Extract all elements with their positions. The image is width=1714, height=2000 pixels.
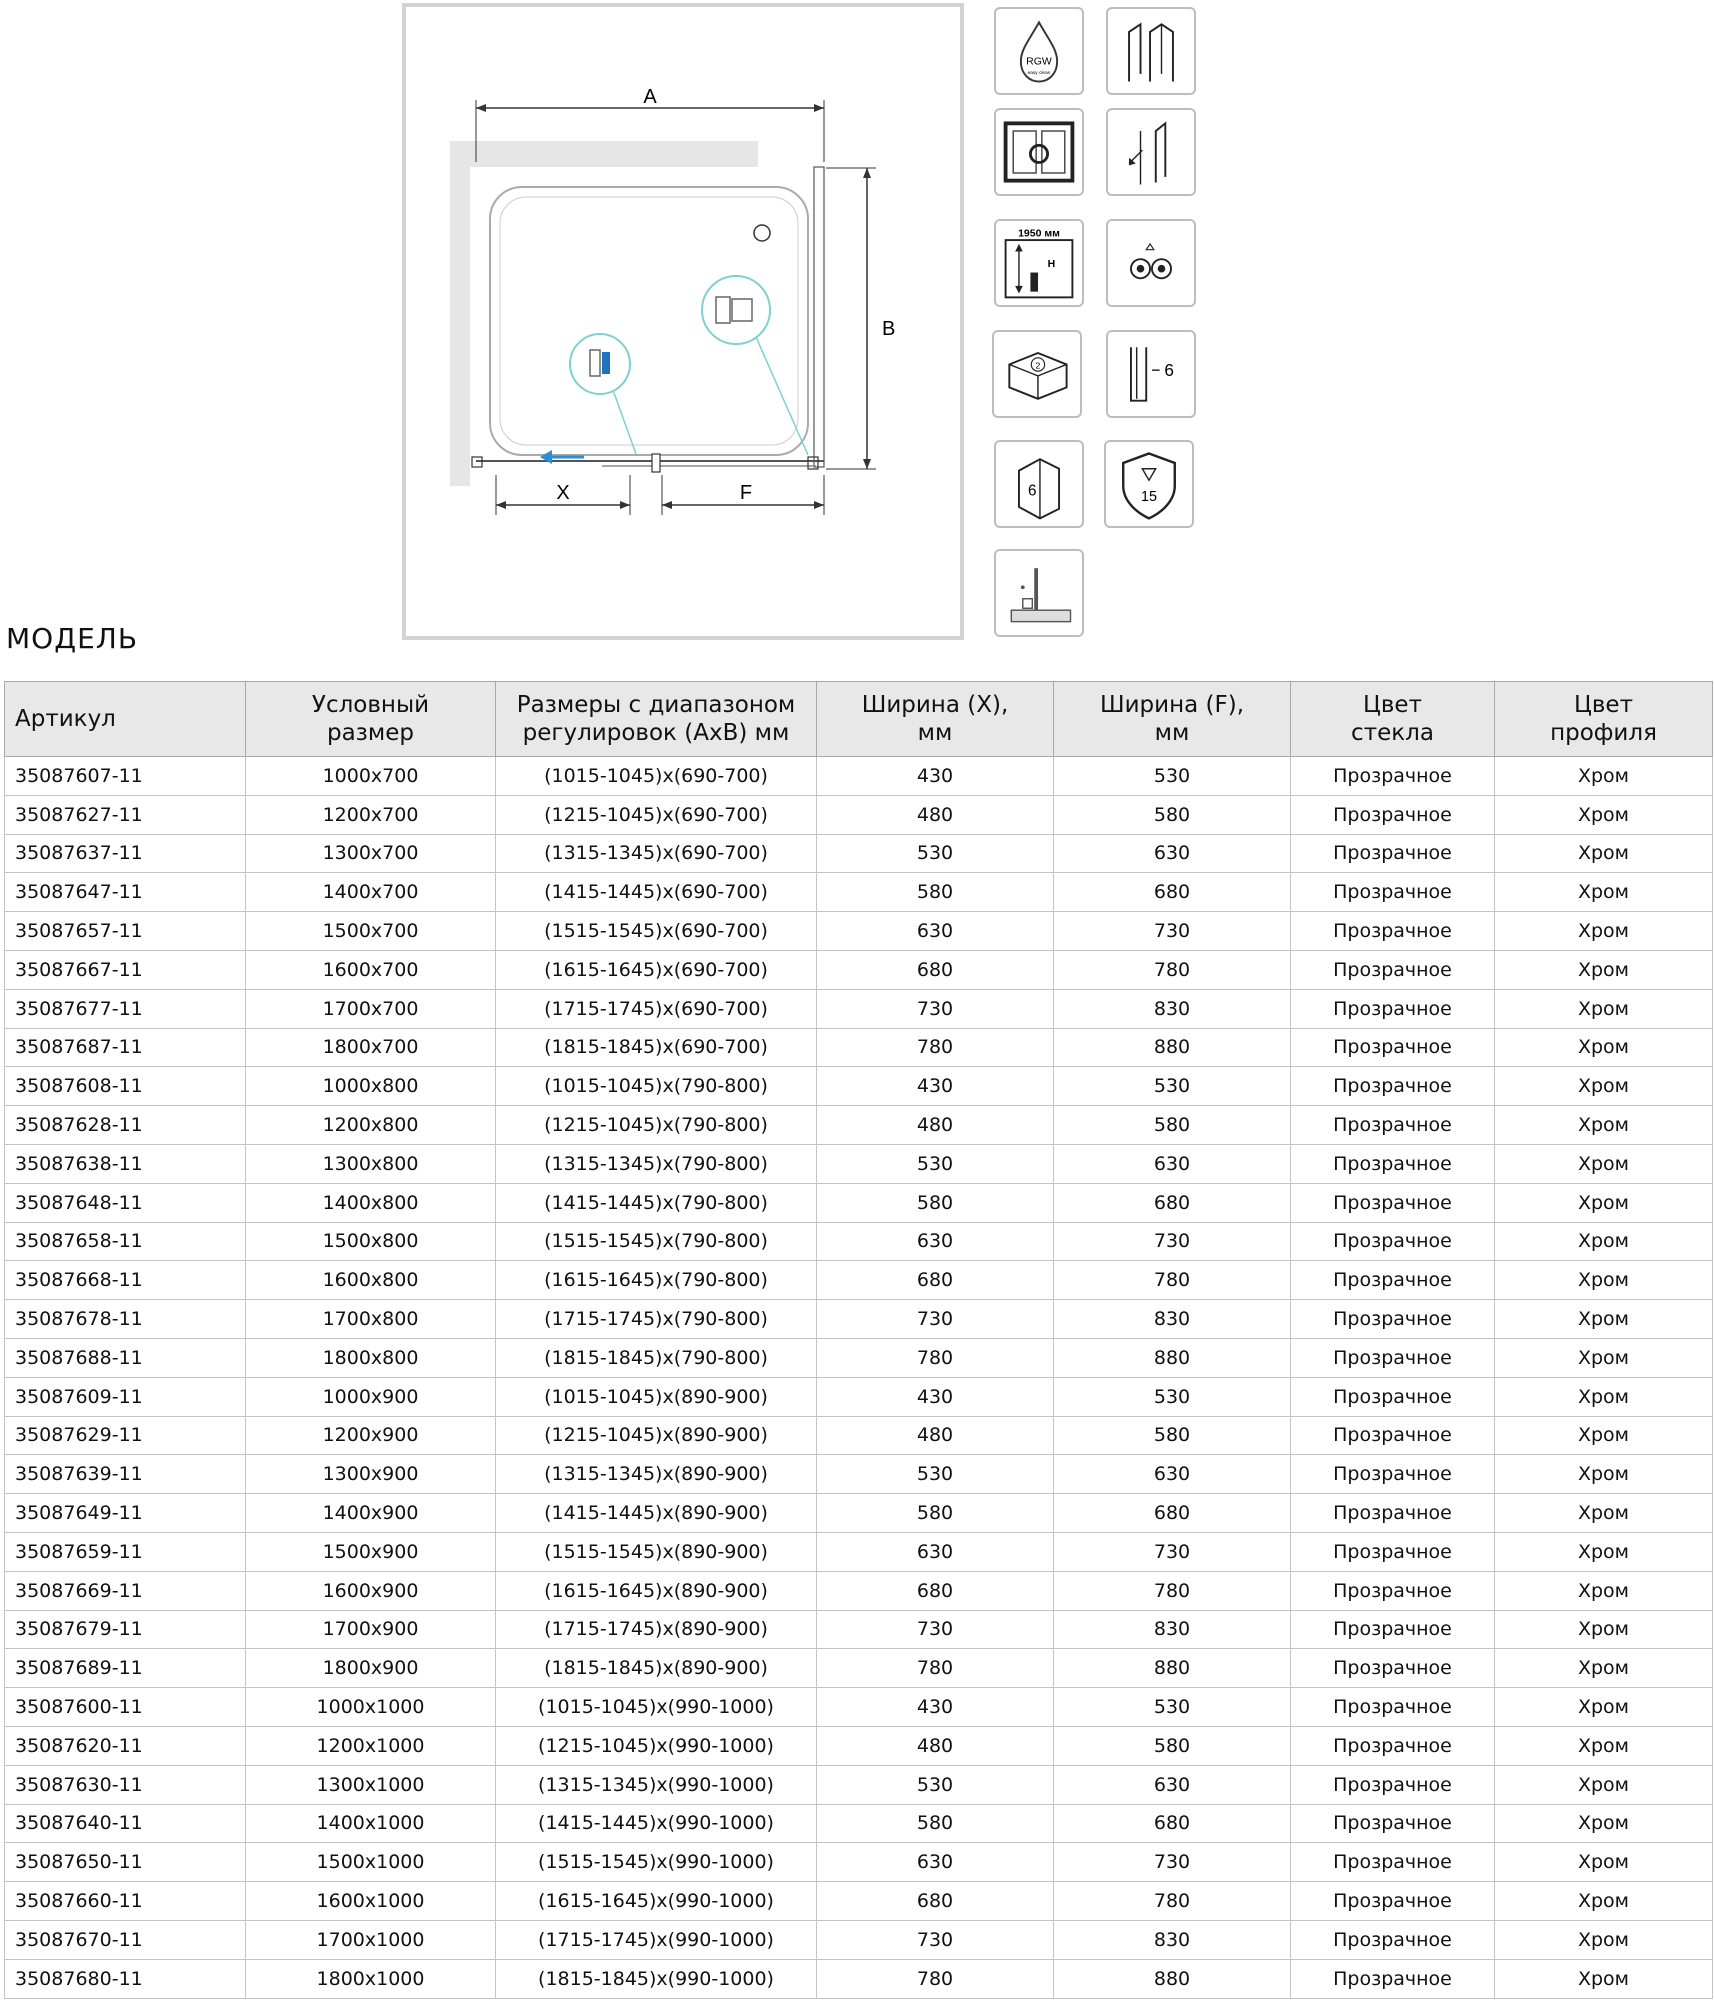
cell-article: 35087670-11 [5, 1920, 246, 1959]
cell-width-x: 680 [817, 1261, 1054, 1300]
cell-article: 35087688-11 [5, 1338, 246, 1377]
table-row [5, 1261, 1713, 1300]
cell-size: 1500x1000 [246, 1843, 496, 1882]
cell-dimensions: (1615-1645)x(790-800) [496, 1261, 817, 1300]
cell-width-f: 830 [1054, 1300, 1291, 1339]
cell-profile-color: Хром [1495, 1882, 1713, 1921]
cell-width-f: 880 [1054, 1959, 1291, 1998]
cell-article: 35087628-11 [5, 1106, 246, 1145]
profile-adjust-icon [1106, 108, 1196, 196]
cell-article: 35087629-11 [5, 1416, 246, 1455]
cell-width-f: 830 [1054, 1610, 1291, 1649]
cell-width-f: 730 [1054, 1843, 1291, 1882]
cell-size: 1700x1000 [246, 1920, 496, 1959]
easy-clean-label: easy clean [1027, 70, 1051, 76]
table-row [5, 1610, 1713, 1649]
cell-glass-color: Прозрачное [1291, 1261, 1495, 1300]
cell-dimensions: (1515-1545)x(690-700) [496, 912, 817, 951]
cell-dimensions: (1415-1445)x(990-1000) [496, 1804, 817, 1843]
cell-width-f: 730 [1054, 1222, 1291, 1261]
cell-article: 35087689-11 [5, 1649, 246, 1688]
cell-dimensions: (1015-1045)x(990-1000) [496, 1688, 817, 1727]
cell-size: 1300x800 [246, 1144, 496, 1183]
cell-size: 1400x800 [246, 1183, 496, 1222]
cell-profile-color: Хром [1495, 1028, 1713, 1067]
glass-thickness-icon [1106, 330, 1196, 418]
table-row [5, 757, 1713, 796]
cell-width-x: 630 [817, 1843, 1054, 1882]
cell-profile-color: Хром [1495, 1726, 1713, 1765]
cell-dimensions: (1815-1845)x(790-800) [496, 1338, 817, 1377]
drain [754, 225, 770, 241]
cell-size: 1600x800 [246, 1261, 496, 1300]
cell-width-x: 430 [817, 757, 1054, 796]
cell-dimensions: (1615-1645)x(690-700) [496, 950, 817, 989]
cell-width-x: 480 [817, 795, 1054, 834]
cell-profile-color: Хром [1495, 1688, 1713, 1727]
cell-glass-color: Прозрачное [1291, 1959, 1495, 1998]
cell-size: 1400x700 [246, 873, 496, 912]
cell-width-x: 730 [817, 1920, 1054, 1959]
cell-article: 35087649-11 [5, 1494, 246, 1533]
rollers-icon [1106, 219, 1196, 307]
cell-article: 35087647-11 [5, 873, 246, 912]
cell-width-f: 830 [1054, 989, 1291, 1028]
cell-dimensions: (1215-1045)x(690-700) [496, 795, 817, 834]
cell-dimensions: (1015-1045)x(890-900) [496, 1377, 817, 1416]
cell-article: 35087608-11 [5, 1067, 246, 1106]
table-row [5, 795, 1713, 834]
cell-width-x: 680 [817, 1571, 1054, 1610]
cell-width-f: 780 [1054, 1571, 1291, 1610]
cell-glass-color: Прозрачное [1291, 1571, 1495, 1610]
table-row [5, 1920, 1713, 1959]
cell-size: 1000x900 [246, 1377, 496, 1416]
cell-width-f: 630 [1054, 1765, 1291, 1804]
cell-glass-color: Прозрачное [1291, 1804, 1495, 1843]
dim-x-label: X [556, 482, 570, 504]
cell-dimensions: (1715-1745)x(790-800) [496, 1300, 817, 1339]
cell-article: 35087669-11 [5, 1571, 246, 1610]
table-header-row [5, 682, 1713, 757]
table-body [5, 757, 1713, 1999]
glass-thickness-label: 6 [1164, 359, 1174, 380]
cell-profile-color: Хром [1495, 1416, 1713, 1455]
cell-width-x: 430 [817, 1067, 1054, 1106]
glass-profile-label: 6 [1028, 482, 1037, 500]
cell-glass-color: Прозрачное [1291, 873, 1495, 912]
table-row [5, 1649, 1713, 1688]
cell-size: 1800x1000 [246, 1959, 496, 1998]
cell-size: 1300x1000 [246, 1765, 496, 1804]
cell-profile-color: Хром [1495, 757, 1713, 796]
cell-profile-color: Хром [1495, 1106, 1713, 1145]
cell-size: 1200x700 [246, 795, 496, 834]
cell-dimensions: (1715-1745)x(690-700) [496, 989, 817, 1028]
cell-size: 1000x700 [246, 757, 496, 796]
cell-glass-color: Прозрачное [1291, 1610, 1495, 1649]
cell-width-x: 480 [817, 1416, 1054, 1455]
cell-profile-color: Хром [1495, 1377, 1713, 1416]
cell-size: 1000x800 [246, 1067, 496, 1106]
cell-width-f: 630 [1054, 834, 1291, 873]
cell-profile-color: Хром [1495, 989, 1713, 1028]
cell-dimensions: (1315-1345)x(890-900) [496, 1455, 817, 1494]
cell-size: 1000x1000 [246, 1688, 496, 1727]
cell-glass-color: Прозрачное [1291, 795, 1495, 834]
cell-glass-color: Прозрачное [1291, 950, 1495, 989]
cell-size: 1800x800 [246, 1338, 496, 1377]
cell-width-x: 480 [817, 1106, 1054, 1145]
cell-dimensions: (1515-1545)x(790-800) [496, 1222, 817, 1261]
table-row [5, 834, 1713, 873]
table-row [5, 1688, 1713, 1727]
cell-width-x: 580 [817, 1183, 1054, 1222]
cell-size: 1200x1000 [246, 1726, 496, 1765]
cell-profile-color: Хром [1495, 912, 1713, 951]
cell-profile-color: Хром [1495, 1610, 1713, 1649]
cell-width-x: 530 [817, 1765, 1054, 1804]
table-row [5, 1144, 1713, 1183]
cell-width-f: 780 [1054, 1261, 1291, 1300]
cell-glass-color: Прозрачное [1291, 1028, 1495, 1067]
cell-glass-color: Прозрачное [1291, 912, 1495, 951]
header-size: Условный размер [246, 682, 496, 757]
header-width-x: Ширина (X), мм [817, 682, 1054, 757]
warranty-years: 15 [1141, 489, 1157, 506]
cell-dimensions: (1415-1445)x(890-900) [496, 1494, 817, 1533]
cell-profile-color: Хром [1495, 1300, 1713, 1339]
cell-article: 35087668-11 [5, 1261, 246, 1300]
table-row [5, 1106, 1713, 1145]
cell-profile-color: Хром [1495, 1144, 1713, 1183]
cell-width-x: 580 [817, 1804, 1054, 1843]
cell-width-f: 880 [1054, 1338, 1291, 1377]
cell-glass-color: Прозрачное [1291, 1183, 1495, 1222]
cell-profile-color: Хром [1495, 1067, 1713, 1106]
cell-width-x: 630 [817, 1532, 1054, 1571]
header-glass-color: Цвет стекла [1291, 682, 1495, 757]
cell-glass-color: Прозрачное [1291, 1300, 1495, 1339]
cell-profile-color: Хром [1495, 1338, 1713, 1377]
cell-width-f: 580 [1054, 795, 1291, 834]
cell-article: 35087667-11 [5, 950, 246, 989]
table-row [5, 1494, 1713, 1533]
sliding-door-icon [994, 108, 1084, 196]
cell-dimensions: (1815-1845)x(690-700) [496, 1028, 817, 1067]
cell-article: 35087648-11 [5, 1183, 246, 1222]
dim-b-label: B [882, 318, 896, 340]
cell-article: 35087659-11 [5, 1532, 246, 1571]
cell-width-f: 830 [1054, 1920, 1291, 1959]
cell-width-x: 780 [817, 1338, 1054, 1377]
cell-glass-color: Прозрачное [1291, 757, 1495, 796]
cell-dimensions: (1515-1545)x(990-1000) [496, 1843, 817, 1882]
cell-width-x: 580 [817, 1494, 1054, 1533]
cell-width-f: 580 [1054, 1726, 1291, 1765]
specification-table [4, 681, 1713, 1999]
detail-callout-right [702, 276, 770, 344]
cell-size: 1800x900 [246, 1649, 496, 1688]
cell-article: 35087640-11 [5, 1804, 246, 1843]
cell-width-x: 480 [817, 1726, 1054, 1765]
cell-article: 35087620-11 [5, 1726, 246, 1765]
table-row [5, 1028, 1713, 1067]
table-row [5, 1532, 1713, 1571]
cell-width-x: 580 [817, 873, 1054, 912]
table-row [5, 1416, 1713, 1455]
table-row [5, 1300, 1713, 1339]
cell-dimensions: (1215-1045)x(990-1000) [496, 1726, 817, 1765]
cell-profile-color: Хром [1495, 1494, 1713, 1533]
cell-width-x: 730 [817, 989, 1054, 1028]
table-row [5, 1222, 1713, 1261]
cell-dimensions: (1215-1045)x(890-900) [496, 1416, 817, 1455]
cell-profile-color: Хром [1495, 1843, 1713, 1882]
cell-width-x: 430 [817, 1688, 1054, 1727]
table-row [5, 1882, 1713, 1921]
cell-article: 35087638-11 [5, 1144, 246, 1183]
cell-profile-color: Хром [1495, 1455, 1713, 1494]
cell-glass-color: Прозрачное [1291, 1067, 1495, 1106]
cell-width-f: 530 [1054, 757, 1291, 796]
cell-glass-color: Прозрачное [1291, 1455, 1495, 1494]
table-row [5, 1455, 1713, 1494]
cell-dimensions: (1615-1645)x(990-1000) [496, 1882, 817, 1921]
table-row [5, 1804, 1713, 1843]
cell-size: 1600x700 [246, 950, 496, 989]
cell-glass-color: Прозрачное [1291, 1920, 1495, 1959]
cell-dimensions: (1515-1545)x(890-900) [496, 1532, 817, 1571]
cell-width-f: 530 [1054, 1067, 1291, 1106]
cell-size: 1500x700 [246, 912, 496, 951]
table-row [5, 1183, 1713, 1222]
cell-dimensions: (1015-1045)x(690-700) [496, 757, 817, 796]
cell-size: 1700x700 [246, 989, 496, 1028]
packages-count: 2 [1035, 360, 1041, 371]
packages-icon [992, 330, 1082, 418]
cell-article: 35087627-11 [5, 795, 246, 834]
cell-profile-color: Хром [1495, 1649, 1713, 1688]
cell-width-f: 780 [1054, 950, 1291, 989]
table-row [5, 1959, 1713, 1998]
cell-glass-color: Прозрачное [1291, 1106, 1495, 1145]
table-row [5, 989, 1713, 1028]
cell-width-f: 630 [1054, 1455, 1291, 1494]
header-width-f: Ширина (F), мм [1054, 682, 1291, 757]
cell-width-f: 730 [1054, 912, 1291, 951]
cell-profile-color: Хром [1495, 1571, 1713, 1610]
cell-dimensions: (1715-1745)x(990-1000) [496, 1920, 817, 1959]
cell-size: 1700x800 [246, 1300, 496, 1339]
cell-width-x: 530 [817, 834, 1054, 873]
cell-dimensions: (1815-1845)x(990-1000) [496, 1959, 817, 1998]
plan-drawing [406, 7, 960, 636]
cell-glass-color: Прозрачное [1291, 1222, 1495, 1261]
cell-article: 35087678-11 [5, 1300, 246, 1339]
cell-dimensions: (1415-1445)x(790-800) [496, 1183, 817, 1222]
cell-profile-color: Хром [1495, 1804, 1713, 1843]
cell-width-x: 680 [817, 1882, 1054, 1921]
cell-width-x: 780 [817, 1649, 1054, 1688]
cell-glass-color: Прозрачное [1291, 1144, 1495, 1183]
cell-profile-color: Хром [1495, 1959, 1713, 1998]
table-row [5, 1765, 1713, 1804]
cell-glass-color: Прозрачное [1291, 1726, 1495, 1765]
rgw-easy-clean-icon [994, 7, 1084, 95]
cell-article: 35087677-11 [5, 989, 246, 1028]
height-h-label: H [1047, 257, 1056, 270]
table-row [5, 1571, 1713, 1610]
cell-size: 1400x900 [246, 1494, 496, 1533]
cell-dimensions: (1415-1445)x(690-700) [496, 873, 817, 912]
shower-tray [490, 187, 808, 455]
tray-icon [994, 549, 1084, 637]
cell-profile-color: Хром [1495, 834, 1713, 873]
cell-dimensions: (1615-1645)x(890-900) [496, 1571, 817, 1610]
cell-dimensions: (1015-1045)x(790-800) [496, 1067, 817, 1106]
cell-width-x: 530 [817, 1144, 1054, 1183]
table-row [5, 873, 1713, 912]
cell-glass-color: Прозрачное [1291, 1532, 1495, 1571]
cell-article: 35087637-11 [5, 834, 246, 873]
cell-width-f: 680 [1054, 1804, 1291, 1843]
cell-width-x: 730 [817, 1300, 1054, 1339]
header-dimensions: Размеры с диапазоном регулировок (AxB) мм [496, 682, 817, 757]
cell-width-f: 680 [1054, 1183, 1291, 1222]
wall-profile-icon [1106, 7, 1196, 95]
cell-article: 35087607-11 [5, 757, 246, 796]
cell-width-f: 680 [1054, 1494, 1291, 1533]
cell-width-x: 780 [817, 1959, 1054, 1998]
cell-article: 35087639-11 [5, 1455, 246, 1494]
cell-profile-color: Хром [1495, 1222, 1713, 1261]
back-wall [450, 141, 758, 167]
table-row [5, 950, 1713, 989]
cell-dimensions: (1215-1045)x(790-800) [496, 1106, 817, 1145]
cell-glass-color: Прозрачное [1291, 1338, 1495, 1377]
cell-glass-color: Прозрачное [1291, 1843, 1495, 1882]
cell-size: 1200x800 [246, 1106, 496, 1145]
height-icon [994, 219, 1084, 307]
cell-size: 1400x1000 [246, 1804, 496, 1843]
table-row [5, 1377, 1713, 1416]
cell-width-f: 580 [1054, 1416, 1291, 1455]
cell-width-x: 430 [817, 1377, 1054, 1416]
cell-size: 1600x900 [246, 1571, 496, 1610]
cell-article: 35087660-11 [5, 1882, 246, 1921]
cell-width-x: 680 [817, 950, 1054, 989]
cell-dimensions: (1315-1345)x(990-1000) [496, 1765, 817, 1804]
left-wall [450, 141, 470, 486]
cell-size: 1300x700 [246, 834, 496, 873]
rgw-label: RGW [1026, 55, 1052, 68]
cell-glass-color: Прозрачное [1291, 1688, 1495, 1727]
cell-size: 1700x900 [246, 1610, 496, 1649]
cell-width-f: 680 [1054, 873, 1291, 912]
shower-plan-diagram [402, 3, 964, 640]
cell-article: 35087679-11 [5, 1610, 246, 1649]
cell-profile-color: Хром [1495, 1920, 1713, 1959]
cell-profile-color: Хром [1495, 873, 1713, 912]
cell-profile-color: Хром [1495, 950, 1713, 989]
cell-size: 1800x700 [246, 1028, 496, 1067]
cell-width-x: 630 [817, 1222, 1054, 1261]
cell-article: 35087650-11 [5, 1843, 246, 1882]
table-row [5, 1726, 1713, 1765]
cell-width-x: 730 [817, 1610, 1054, 1649]
height-label: 1950 мм [1018, 227, 1060, 240]
cell-glass-color: Прозрачное [1291, 1377, 1495, 1416]
glass-profile-icon [994, 440, 1084, 528]
cell-width-f: 530 [1054, 1377, 1291, 1416]
cell-width-f: 530 [1054, 1688, 1291, 1727]
cell-dimensions: (1815-1845)x(890-900) [496, 1649, 817, 1688]
cell-size: 1500x900 [246, 1532, 496, 1571]
cell-width-f: 780 [1054, 1882, 1291, 1921]
table-row [5, 1067, 1713, 1106]
header-profile-color: Цвет профиля [1495, 682, 1713, 757]
cell-width-f: 730 [1054, 1532, 1291, 1571]
cell-size: 1300x900 [246, 1455, 496, 1494]
cell-article: 35087657-11 [5, 912, 246, 951]
cell-article: 35087680-11 [5, 1959, 246, 1998]
cell-width-f: 880 [1054, 1028, 1291, 1067]
table-row [5, 1843, 1713, 1882]
cell-width-f: 630 [1054, 1144, 1291, 1183]
side-panel [814, 167, 824, 467]
table-row [5, 912, 1713, 951]
cell-profile-color: Хром [1495, 1261, 1713, 1300]
dim-a-label: A [643, 86, 657, 108]
cell-width-x: 530 [817, 1455, 1054, 1494]
cell-profile-color: Хром [1495, 1765, 1713, 1804]
dim-f-label: F [739, 482, 753, 504]
table-row [5, 1338, 1713, 1377]
cell-width-x: 630 [817, 912, 1054, 951]
cell-article: 35087630-11 [5, 1765, 246, 1804]
cell-size: 1500x800 [246, 1222, 496, 1261]
warranty-shield-icon [1104, 440, 1194, 528]
section-title: МОДЕЛЬ [6, 622, 139, 655]
cell-glass-color: Прозрачное [1291, 1649, 1495, 1688]
cell-dimensions: (1315-1345)x(690-700) [496, 834, 817, 873]
cell-profile-color: Хром [1495, 1532, 1713, 1571]
cell-article: 35087687-11 [5, 1028, 246, 1067]
cell-article: 35087609-11 [5, 1377, 246, 1416]
cell-profile-color: Хром [1495, 795, 1713, 834]
cell-glass-color: Прозрачное [1291, 1494, 1495, 1533]
cell-glass-color: Прозрачное [1291, 1765, 1495, 1804]
cell-profile-color: Хром [1495, 1183, 1713, 1222]
cell-article: 35087658-11 [5, 1222, 246, 1261]
cell-glass-color: Прозрачное [1291, 989, 1495, 1028]
cell-article: 35087600-11 [5, 1688, 246, 1727]
header-article: Артикул [5, 682, 246, 757]
cell-size: 1200x900 [246, 1416, 496, 1455]
cell-dimensions: (1315-1345)x(790-800) [496, 1144, 817, 1183]
cell-glass-color: Прозрачное [1291, 1882, 1495, 1921]
cell-dimensions: (1715-1745)x(890-900) [496, 1610, 817, 1649]
cell-glass-color: Прозрачное [1291, 834, 1495, 873]
cell-width-x: 780 [817, 1028, 1054, 1067]
cell-width-f: 880 [1054, 1649, 1291, 1688]
cell-width-f: 580 [1054, 1106, 1291, 1145]
cell-glass-color: Прозрачное [1291, 1416, 1495, 1455]
cell-size: 1600x1000 [246, 1882, 496, 1921]
